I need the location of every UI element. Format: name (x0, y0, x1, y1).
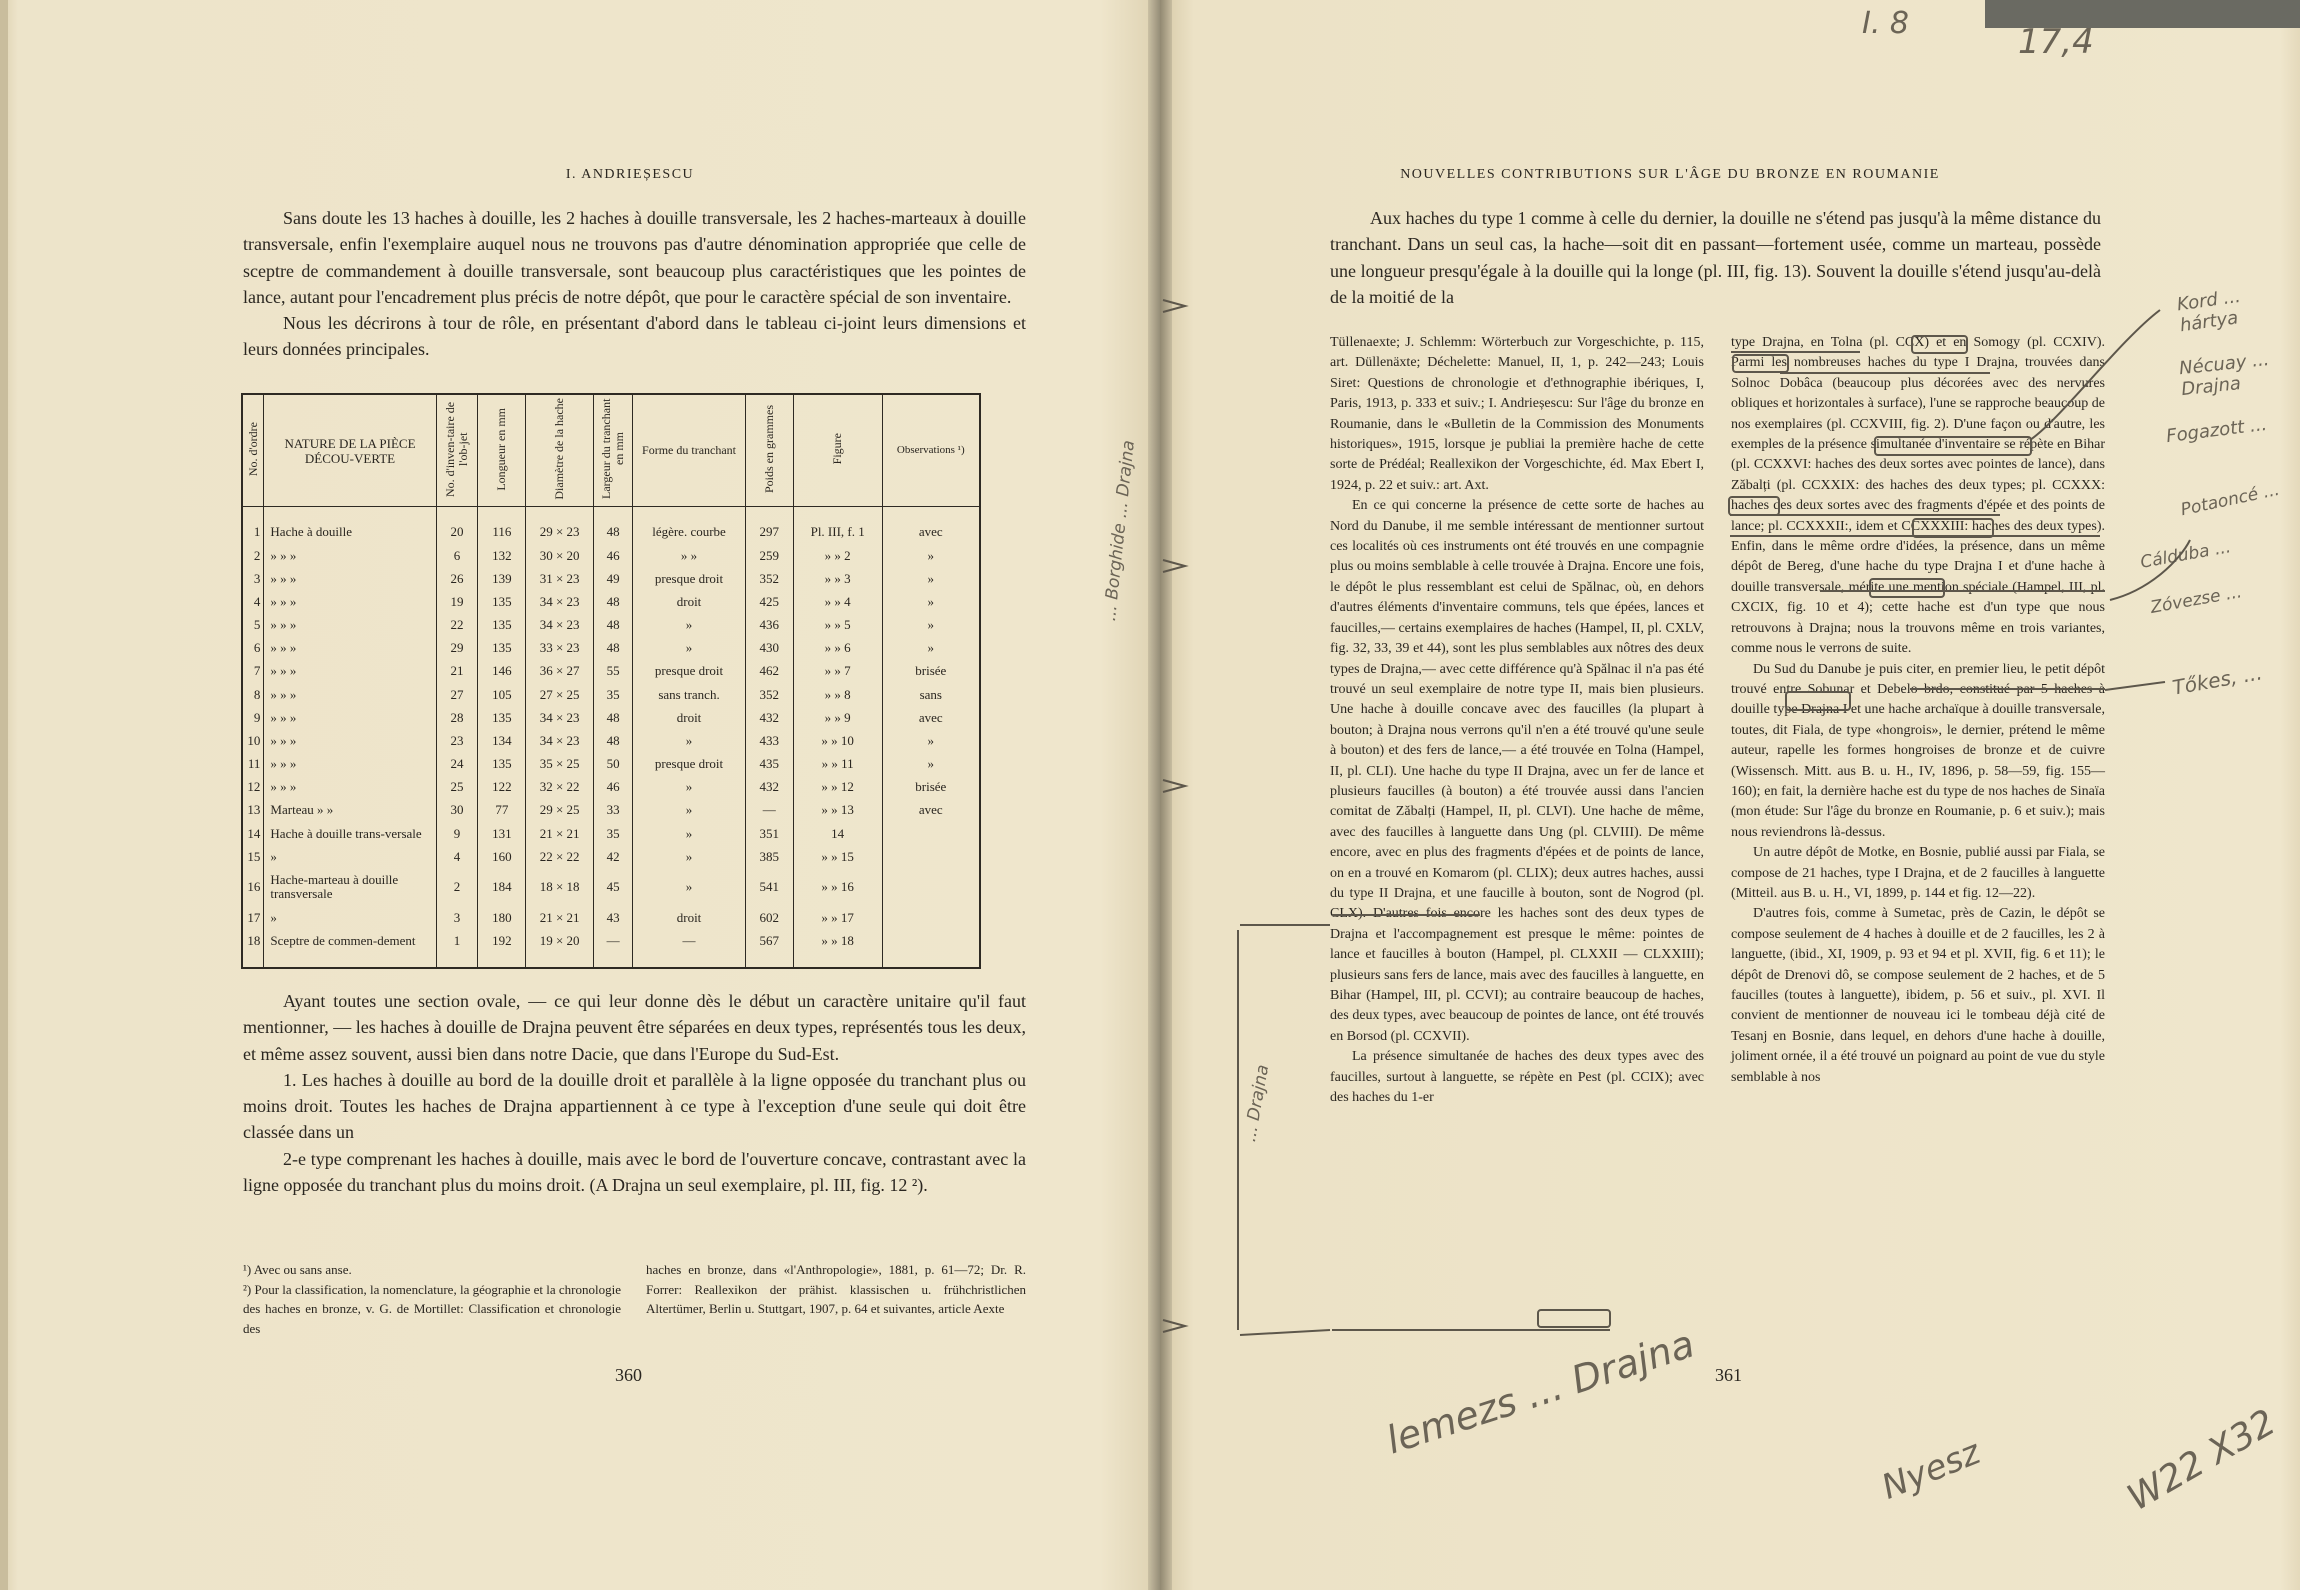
table-cell: 19 (436, 590, 478, 613)
page-number-right: 361 (1715, 1365, 1742, 1385)
table-cell: 132 (478, 544, 526, 567)
table-cell (264, 953, 436, 968)
table-cell: 436 (745, 614, 793, 637)
col-header: No. d'inven-taire de l'ob-jet (436, 394, 478, 507)
table-spacer-row (242, 953, 980, 968)
margin-note: Fogazott ... (2165, 413, 2269, 448)
table-cell: Hache à douille (264, 521, 436, 544)
table-cell: » (633, 845, 745, 868)
table-cell: 351 (745, 822, 793, 845)
table-cell: » » » (264, 637, 436, 660)
table-cell (882, 845, 980, 868)
bottom-note: lemezs ... Drajna (1381, 1321, 1700, 1463)
table-spacer-row (242, 507, 980, 521)
table-cell: 541 (745, 868, 793, 906)
table-row (242, 660, 980, 683)
margin-note: Zóvezse ... (2148, 582, 2244, 618)
handwritten-shelfmark: I. 8 (1862, 6, 1910, 41)
table-cell: 21 × 21 (526, 822, 593, 845)
table-cell: » (264, 907, 436, 930)
table-cell: 31 × 23 (526, 567, 593, 590)
table-cell: 385 (745, 845, 793, 868)
table-cell: 602 (745, 907, 793, 930)
table-cell: Sceptre de commen-dement (264, 930, 436, 953)
table-cell: 29 × 23 (526, 521, 593, 544)
table-cell: 105 (478, 683, 526, 706)
table-cell: » » 3 (793, 567, 882, 590)
right-intro-text (1330, 205, 2101, 310)
table-cell: 14 (793, 822, 882, 845)
footnotes-col2 (646, 1260, 1026, 1319)
vertical-note: ... Borghide ... Drajna (1100, 439, 1139, 623)
table-cell: 17 (242, 907, 264, 930)
table-cell: 15 (242, 845, 264, 868)
table-cell (882, 930, 980, 953)
table-cell: droit (633, 590, 745, 613)
col-paragraph: type Drajna, en Tolna (pl. CCX) et en Somogy (pl. CCXIV). Parmi les nombreuses haches du type I Drajna, trouvées dans Solnoc Dobâca (beaucoup plus décorées avec des nervures obliques et horizontales à surface), l'une se rapproche beaucoup de nos exemplaires (pl. CCXVIII, fig. 2). D'une façon ou d'autre, les exemples de la présence simultanée d'inventaire se répète en Bihar (pl. CCXXVI: haches des deux sortes avec pointes de lance), dans Zăbalți (pl. CCXXIX: des haches des deux types; pl. CCXXX: haches des deux sortes avec des fragments d'épée et des points de lance; pl. CCXXXII:, idem et CCXXXIII: haches des deux types). Enfin, dans le même ordre d'idées, la présence, dans un même dépôt de Bereg, d'une hache du type Drajna I et d'une hache à douille transversale, mérite une mention spéciale (Hampel, III, pl. CXCIX, fig. 10 et 4); cette hache est d'un type que nous retrouvons à Drajna; nous la trouvons même en trois variantes, comme nous le verrons de suite. (1731, 335, 2105, 657)
table-cell: 21 (436, 660, 478, 683)
left-after-text (243, 988, 1026, 1198)
table-row (242, 907, 980, 930)
table-cell: » » » (264, 660, 436, 683)
table-cell: » (882, 614, 980, 637)
table-cell (264, 507, 436, 521)
table-cell (882, 822, 980, 845)
col-header: Figure (793, 394, 882, 507)
body-paragraph: 2-e type comprenant les haches à douille, mais avec le bord de l'ouverture concave, contrastant avec la ligne opposée du tranchant plus du moins droit. (A Drajna un seul exemplaire, pl. III, fig. 12 ²). (243, 1148, 1026, 1196)
table-cell (793, 507, 882, 521)
table-cell: 25 (436, 776, 478, 799)
table-cell: » » 5 (793, 614, 882, 637)
table-row (242, 729, 980, 752)
table-cell: » (264, 845, 436, 868)
table-cell: 297 (745, 521, 793, 544)
table-cell: » (882, 637, 980, 660)
table-cell: 36 × 27 (526, 660, 593, 683)
table-row (242, 683, 980, 706)
table-cell: 352 (745, 567, 793, 590)
table-header-row (242, 394, 980, 507)
table-cell: » » » (264, 544, 436, 567)
table-cell: » » 9 (793, 706, 882, 729)
margin-note: Cálduba ... (2138, 537, 2233, 573)
bottom-note: Nyesz (1876, 1432, 1986, 1508)
table-cell: 135 (478, 753, 526, 776)
table-cell: 146 (478, 660, 526, 683)
table-cell: » » 8 (793, 683, 882, 706)
table-cell (633, 507, 745, 521)
table-cell: Marteau » » (264, 799, 436, 822)
table-cell: sans tranch. (633, 683, 745, 706)
table-cell: 35 × 25 (526, 753, 593, 776)
table-cell: presque droit (633, 660, 745, 683)
table-cell: » » » (264, 729, 436, 752)
table-cell: 1 (242, 521, 264, 544)
col-header: Longueur en mm (478, 394, 526, 507)
handwritten-shelfmark: 17,4 (2018, 22, 2094, 62)
table-cell: 28 (436, 706, 478, 729)
table-cell: 352 (745, 683, 793, 706)
table-cell (593, 507, 633, 521)
table-cell: 16 (242, 868, 264, 906)
body-paragraph: 1. Les haches à douille au bord de la douille droit et parallèle à la ligne opposée du tranchant plus ou moins droit. Toutes les haches de Drajna appartiennent à ce type à l'exception d'une seule qui doit être classée dans un (243, 1069, 1026, 1143)
table-cell: 29 (436, 637, 478, 660)
margin-note: Potaoncé ... (2179, 479, 2282, 521)
right-running-head: NOUVELLES CONTRIBUTIONS SUR L'ÂGE DU BRONZE EN ROUMANIE (1400, 167, 1940, 182)
col-paragraph: La présence simultanée de haches des deux types avec des faucilles, surtout à languette, se répète en Pest (pl. CCIX); avec des haches du 1-er (1330, 1049, 1704, 1106)
table-cell: 35 (593, 683, 633, 706)
table-cell: 4 (436, 845, 478, 868)
table-cell: — (745, 799, 793, 822)
table-cell: 14 (242, 822, 264, 845)
col-paragraph: Du Sud du Danube je puis citer, en premier lieu, le petit dépôt trouvé entre Sobunar et Debelo brdo, constitué par 5 haches à douille type Drajna I et une hache archaïque à douille transversale, toutes, dit Fiala, de type «hongrois», le dernier, prétend le même auteur, rapelle les formes hongroises de bronze et de cuivre (Wissensch. Mitt. aus B. u. H., IV, 1896, p. 58—59, fig. 155—160); en fait, la dernière hache est du type de nos haches de Sinaïa (mon étude: Sur l'âge du bronze en Roumanie, p. 6 et suiv.); mais nous reviendrons là-dessus. (1731, 661, 2105, 840)
table-cell: » » 4 (793, 590, 882, 613)
table-cell: avec (882, 799, 980, 822)
table-cell: — (633, 930, 745, 953)
table-cell: » (882, 567, 980, 590)
table-cell: » » 12 (793, 776, 882, 799)
table-cell: 12 (242, 776, 264, 799)
table-cell: sans (882, 683, 980, 706)
table-cell: 77 (478, 799, 526, 822)
table-cell: 27 (436, 683, 478, 706)
table-cell: 19 × 20 (526, 930, 593, 953)
table-cell: » (633, 822, 745, 845)
table-cell: 50 (593, 753, 633, 776)
table-cell: avec (882, 706, 980, 729)
table-cell: 10 (242, 729, 264, 752)
table-row (242, 776, 980, 799)
table-cell: » » 15 (793, 845, 882, 868)
table-cell: 33 (593, 799, 633, 822)
table-cell: 24 (436, 753, 478, 776)
table-cell: Hache-marteau à douille transversale (264, 868, 436, 906)
table-cell: 135 (478, 614, 526, 637)
table-cell: 432 (745, 776, 793, 799)
table-cell: 22 × 22 (526, 845, 593, 868)
table-cell (478, 953, 526, 968)
table-body (242, 507, 980, 969)
table-cell: 48 (593, 590, 633, 613)
table-cell: 34 × 23 (526, 614, 593, 637)
table-cell: 32 × 22 (526, 776, 593, 799)
table-row (242, 845, 980, 868)
table-row (242, 590, 980, 613)
col-paragraph: En ce qui concerne la présence de cette sorte de haches au Nord du Danube, il me semble intéressant de mentionner surtout ces localités où ces instruments ont été trouvés en une compagnie plus ou moins semblable à celle trouvée à Drajna. Encore une fois, le dépôt le plus ressemblant est celui de Spălnac, où, en dehors d'autres éléments d'inventaire communs, tels que épées, lances et faucilles,— certains exemplaires de haches (Hampel, II, pl. CXLV, fig. 32, 33, 39 et 44), sont les plus semblables aux nôtres des deux types de Drajna,— avec cette différence qu'à Spălnac il n'a pas été trouvé un seul exemplaire de notre type II, mais bien plusieurs. Une hache à douille concave avec des faucilles (la plupart à bouton; à Drajna nous verrons qu'il n'en a été trouvé qu'une seule à bouton) et des fers de lance,— a été trouvée en Tolna (Hampel, II, pl. CLI). Une hache du type II Drajna, avec un fer de lance et plusieurs faucilles (à bouton) a été trouvée aussi dans l'ancien comitat de Zăbalți (Hampel, II, pl. CLVI). Une hache de même, avec des faucilles à languette dans Ung (pl. CLVIII). De même encore, avec en plus des fragments d'épées et de points de lance, on en a trouvé en Komarom (pl. CLIX); deux autres haches, aussi du type II Drajna, et une faucille à bouton, sont de Nogrod (pl. CLX). D'autres fois encore les haches sont des deux types de Drajna et l'accompagnement est presque le même: pointes de lance et faucilles à bouton (Hampel, pl. CLXXII — CLXXIII); plusieurs sans fers de lance, mais avec des faucilles à languette, en Bihar (Hampel, III, pl. CCVI); au contraire beaucoup de haches, des deux types, avec beaucoup de pointes de lance, ont été trouvés en Borsod (pl. CCXVII). (1330, 498, 1704, 1044)
table-cell: droit (633, 907, 745, 930)
table-cell: Pl. III, f. 1 (793, 521, 882, 544)
col-header: Diamètre de la hache (526, 394, 593, 507)
table-cell: presque droit (633, 753, 745, 776)
table-cell: 23 (436, 729, 478, 752)
table-cell: 192 (478, 930, 526, 953)
table-cell: » » » (264, 567, 436, 590)
col-paragraph: D'autres fois, comme à Sumetac, près de Cazin, le dépôt se compose seulement de 4 haches à douille et de 2 faucilles, les 2 à languette, (ibid., XI, 1909, p. 93 et 94 et pl. XVII, fig. 6 et 11); le dépôt de Drenovi dô, se compose seulement de 2 haches, et de 5 faucilles (toutes à languette), ibidem, p. 56 et suiv., pl. XVI. Il convient de mentionner de nouveau ici le tombeau déjà cité de Tesanj en Bosnie, dans lequel, en dehors d'une hache à douille, joliment ornée, il a été trouvé un poignard au point de vue du style semblable à nos (1731, 906, 2105, 1085)
table-cell: 4 (242, 590, 264, 613)
table-cell: » » 10 (793, 729, 882, 752)
table-cell: 135 (478, 590, 526, 613)
table-cell: 18 (242, 930, 264, 953)
table-cell: 42 (593, 845, 633, 868)
table-cell: » (633, 776, 745, 799)
table-cell (436, 507, 478, 521)
table-cell: » (882, 544, 980, 567)
table-cell: 48 (593, 706, 633, 729)
table-cell: 2 (436, 868, 478, 906)
table-cell (526, 953, 593, 968)
table-cell: 9 (436, 822, 478, 845)
table-row (242, 521, 980, 544)
table-cell (242, 953, 264, 968)
table-cell: 160 (478, 845, 526, 868)
table-cell (478, 507, 526, 521)
page-number-left: 360 (615, 1365, 642, 1385)
table-cell: 48 (593, 729, 633, 752)
col-paragraph: Un autre dépôt de Motke, en Bosnie, publié aussi par Fiala, se compose de 21 haches, type I Drajna, et de 2 faucilles à languette (Mitteil. aus B. u. H., VI, 1899, p. 144 et fig. 12—22). (1731, 845, 2105, 901)
table-cell: 33 × 23 (526, 637, 593, 660)
table-cell: 13 (242, 799, 264, 822)
footnote: ¹) Avec ou sans anse. (243, 1262, 352, 1277)
table-cell: 48 (593, 614, 633, 637)
table-cell: » » » (264, 683, 436, 706)
table-cell: 29 × 25 (526, 799, 593, 822)
table-cell: 116 (478, 521, 526, 544)
col-header: Observations ¹) (882, 394, 980, 507)
table-cell (745, 507, 793, 521)
table-cell: » (633, 614, 745, 637)
col-header: Poids en grammes (745, 394, 793, 507)
table-cell (436, 953, 478, 968)
table-cell: » » » (264, 590, 436, 613)
table-cell: 8 (242, 683, 264, 706)
table-cell (745, 953, 793, 968)
table-cell (882, 953, 980, 968)
table-cell: avec (882, 521, 980, 544)
right-column-2 (1731, 333, 2105, 1088)
table-cell: 1 (436, 930, 478, 953)
table-cell: » (633, 637, 745, 660)
table-cell: 433 (745, 729, 793, 752)
body-paragraph: Ayant toutes une section ovale, — ce qui leur donne dès le début un caractère unitaire qu'il faut mentionner, — les haches à douille de Drajna peuvent être séparées en deux types, représentés tous les deux, et même assez souvent, aussi bien dans notre Dacie, que dans l'Europe du Sud-Est. (243, 991, 1026, 1064)
table-cell: 27 × 25 (526, 683, 593, 706)
table-cell: 49 (593, 567, 633, 590)
table-cell: brisée (882, 660, 980, 683)
table-cell: » » (633, 544, 745, 567)
table-cell: 3 (242, 567, 264, 590)
table-cell: droit (633, 706, 745, 729)
table-cell: » » 6 (793, 637, 882, 660)
table-cell: 6 (436, 544, 478, 567)
table-cell: — (593, 930, 633, 953)
table-cell (882, 907, 980, 930)
table-cell: 435 (745, 753, 793, 776)
table-cell: 9 (242, 706, 264, 729)
table-cell: » (633, 868, 745, 906)
table-cell: Hache à douille trans-versale (264, 822, 436, 845)
table-cell: légère. courbe (633, 521, 745, 544)
table-cell: » » 16 (793, 868, 882, 906)
table-cell: 55 (593, 660, 633, 683)
page-edge (0, 0, 8, 1590)
intro-paragraph: Nous les décrirons à tour de rôle, en présentant d'abord dans le tableau ci-joint leurs dimensions et leurs données principales. (243, 313, 1026, 360)
table-cell: 134 (478, 729, 526, 752)
table-cell: 259 (745, 544, 793, 567)
table-cell: » » 13 (793, 799, 882, 822)
table-cell: 6 (242, 637, 264, 660)
table-cell: » » » (264, 706, 436, 729)
footnotes-col1 (243, 1260, 621, 1338)
table-cell: 34 × 23 (526, 729, 593, 752)
table-cell: » » » (264, 753, 436, 776)
table-cell (633, 953, 745, 968)
table-cell: » (882, 753, 980, 776)
table-cell: 3 (436, 907, 478, 930)
col-header: Largeur du tranchant en mm (593, 394, 633, 507)
table-cell: » » 17 (793, 907, 882, 930)
table-cell: 43 (593, 907, 633, 930)
table-cell: 30 × 20 (526, 544, 593, 567)
table-cell: 122 (478, 776, 526, 799)
table-cell: 184 (478, 868, 526, 906)
table-cell: 567 (745, 930, 793, 953)
table-cell: 34 × 23 (526, 706, 593, 729)
table-cell: 462 (745, 660, 793, 683)
footnote: ²) Pour la classification, la nomenclature, la géographie et la chronologie des haches en bronze, v. G. de Mortillet: Classification et chronologie des (243, 1281, 621, 1336)
col-paragraph: Tüllenaexte; J. Schlemm: Wörterbuch zur Vorgeschichte, p. 115, art. Düllenäxte; Déchelette: Manuel, II, 1, p. 242—243; Louis Siret: Questions de chronologie et d'ethnographie ibériques, I, Paris, 1913, p. 333 et suiv.; I. Andrieșescu: Sur l'âge du bronze en Roumanie, dans le «Bulletin de la Commission des Monuments historiques», 1915, lorsque je publiai la première hache de cette sorte de Prédéal; Reallexikon der Vorgeschichte, éd. Max Ebert I, 1924, p. 22 et suiv.: art. Axt. (1330, 335, 1704, 493)
col-header: Forme du tranchant (633, 394, 745, 507)
table-cell: 46 (593, 544, 633, 567)
table-cell: 48 (593, 637, 633, 660)
table-cell: 139 (478, 567, 526, 590)
intro-paragraph: Sans doute les 13 haches à douille, les 2 haches à douille transversale, les 2 haches-marteaux à douille transversale, enfin l'exemplaire auquel nous ne trouvons pas d'autre dénomination appropriée que celle de sceptre de commandement à douille transversale, sont beaucoup plus caractéristiques que les pointes de lance, autant pour l'encadrement plus précis de notre dépôt, que pour le caractère spécial de son inventaire. (243, 208, 1026, 307)
footnote: haches en bronze, dans «l'Anthropologie», 1881, p. 61—72; Dr. R. Forrer: Reallexikon der prähist. klassischen u. frühchristlichen Altertümer, Berlin u. Stuttgart, 1907, p. 64 et suivantes, article Aexte (646, 1262, 1026, 1316)
table-cell: » (882, 729, 980, 752)
table-cell (242, 507, 264, 521)
table-cell (526, 507, 593, 521)
table-cell: 5 (242, 614, 264, 637)
table-cell: 34 × 23 (526, 590, 593, 613)
table-row (242, 637, 980, 660)
table-cell: » » » (264, 614, 436, 637)
table-cell (882, 868, 980, 906)
col-header: No. d'ordre (242, 394, 264, 507)
table-cell: 21 × 21 (526, 907, 593, 930)
table-cell: 425 (745, 590, 793, 613)
table-cell: 46 (593, 776, 633, 799)
table-cell: 135 (478, 706, 526, 729)
table-row (242, 753, 980, 776)
table-cell: » (882, 590, 980, 613)
table-cell (793, 953, 882, 968)
table-cell: 35 (593, 822, 633, 845)
table-cell: 48 (593, 521, 633, 544)
table-cell: 131 (478, 822, 526, 845)
table-row (242, 868, 980, 906)
table-cell: presque droit (633, 567, 745, 590)
table-cell: 30 (436, 799, 478, 822)
left-intro-text (243, 205, 1026, 363)
table-cell: » » 2 (793, 544, 882, 567)
table-row (242, 614, 980, 637)
table-cell: 45 (593, 868, 633, 906)
table-row (242, 799, 980, 822)
left-running-head: I. ANDRIEȘESCU (565, 167, 695, 182)
table-cell: 180 (478, 907, 526, 930)
table-cell (593, 953, 633, 968)
table-cell: 22 (436, 614, 478, 637)
right-column-1 (1330, 333, 1704, 1108)
table-cell (882, 507, 980, 521)
table-cell: » (633, 799, 745, 822)
table-row (242, 706, 980, 729)
table-row (242, 930, 980, 953)
table-cell: » » » (264, 776, 436, 799)
table-row (242, 544, 980, 567)
table-row (242, 567, 980, 590)
table-cell: brisée (882, 776, 980, 799)
table-cell: » (633, 729, 745, 752)
table-cell: 11 (242, 753, 264, 776)
col-header: NATURE DE LA PIÈCE DÉCOU-VERTE (264, 394, 436, 507)
table-cell: » » 7 (793, 660, 882, 683)
vertical-note: ... Drajna (1240, 1063, 1274, 1144)
table-cell: 7 (242, 660, 264, 683)
table-cell: 20 (436, 521, 478, 544)
table-cell: 430 (745, 637, 793, 660)
table-cell: 2 (242, 544, 264, 567)
inventory-table (241, 393, 981, 969)
bottom-note: W22 X32 (2120, 1401, 2283, 1520)
margin-note: Tőkes, ... (2170, 660, 2264, 700)
table-cell: 26 (436, 567, 478, 590)
table-row (242, 822, 980, 845)
table-cell: 432 (745, 706, 793, 729)
table-cell: 18 × 18 (526, 868, 593, 906)
margin-note: Nécuay ... Drajna (2178, 348, 2271, 401)
intro-paragraph: Aux haches du type 1 comme à celle du dernier, la douille ne s'étend pas jusqu'à la même distance du tranchant. Dans un seul cas, la hache—soit dit en passant—fortement usée, comme un marteau, possède une longueur presqu'égale à la douille qui la longe (pl. III, fig. 13). Souvent la douille s'étend jusqu'au-delà de la moitié de la (1330, 208, 2101, 307)
margin-note: Kord ... hártya (2175, 285, 2242, 337)
table-cell: 135 (478, 637, 526, 660)
table-cell: » » 18 (793, 930, 882, 953)
table-cell: » » 11 (793, 753, 882, 776)
